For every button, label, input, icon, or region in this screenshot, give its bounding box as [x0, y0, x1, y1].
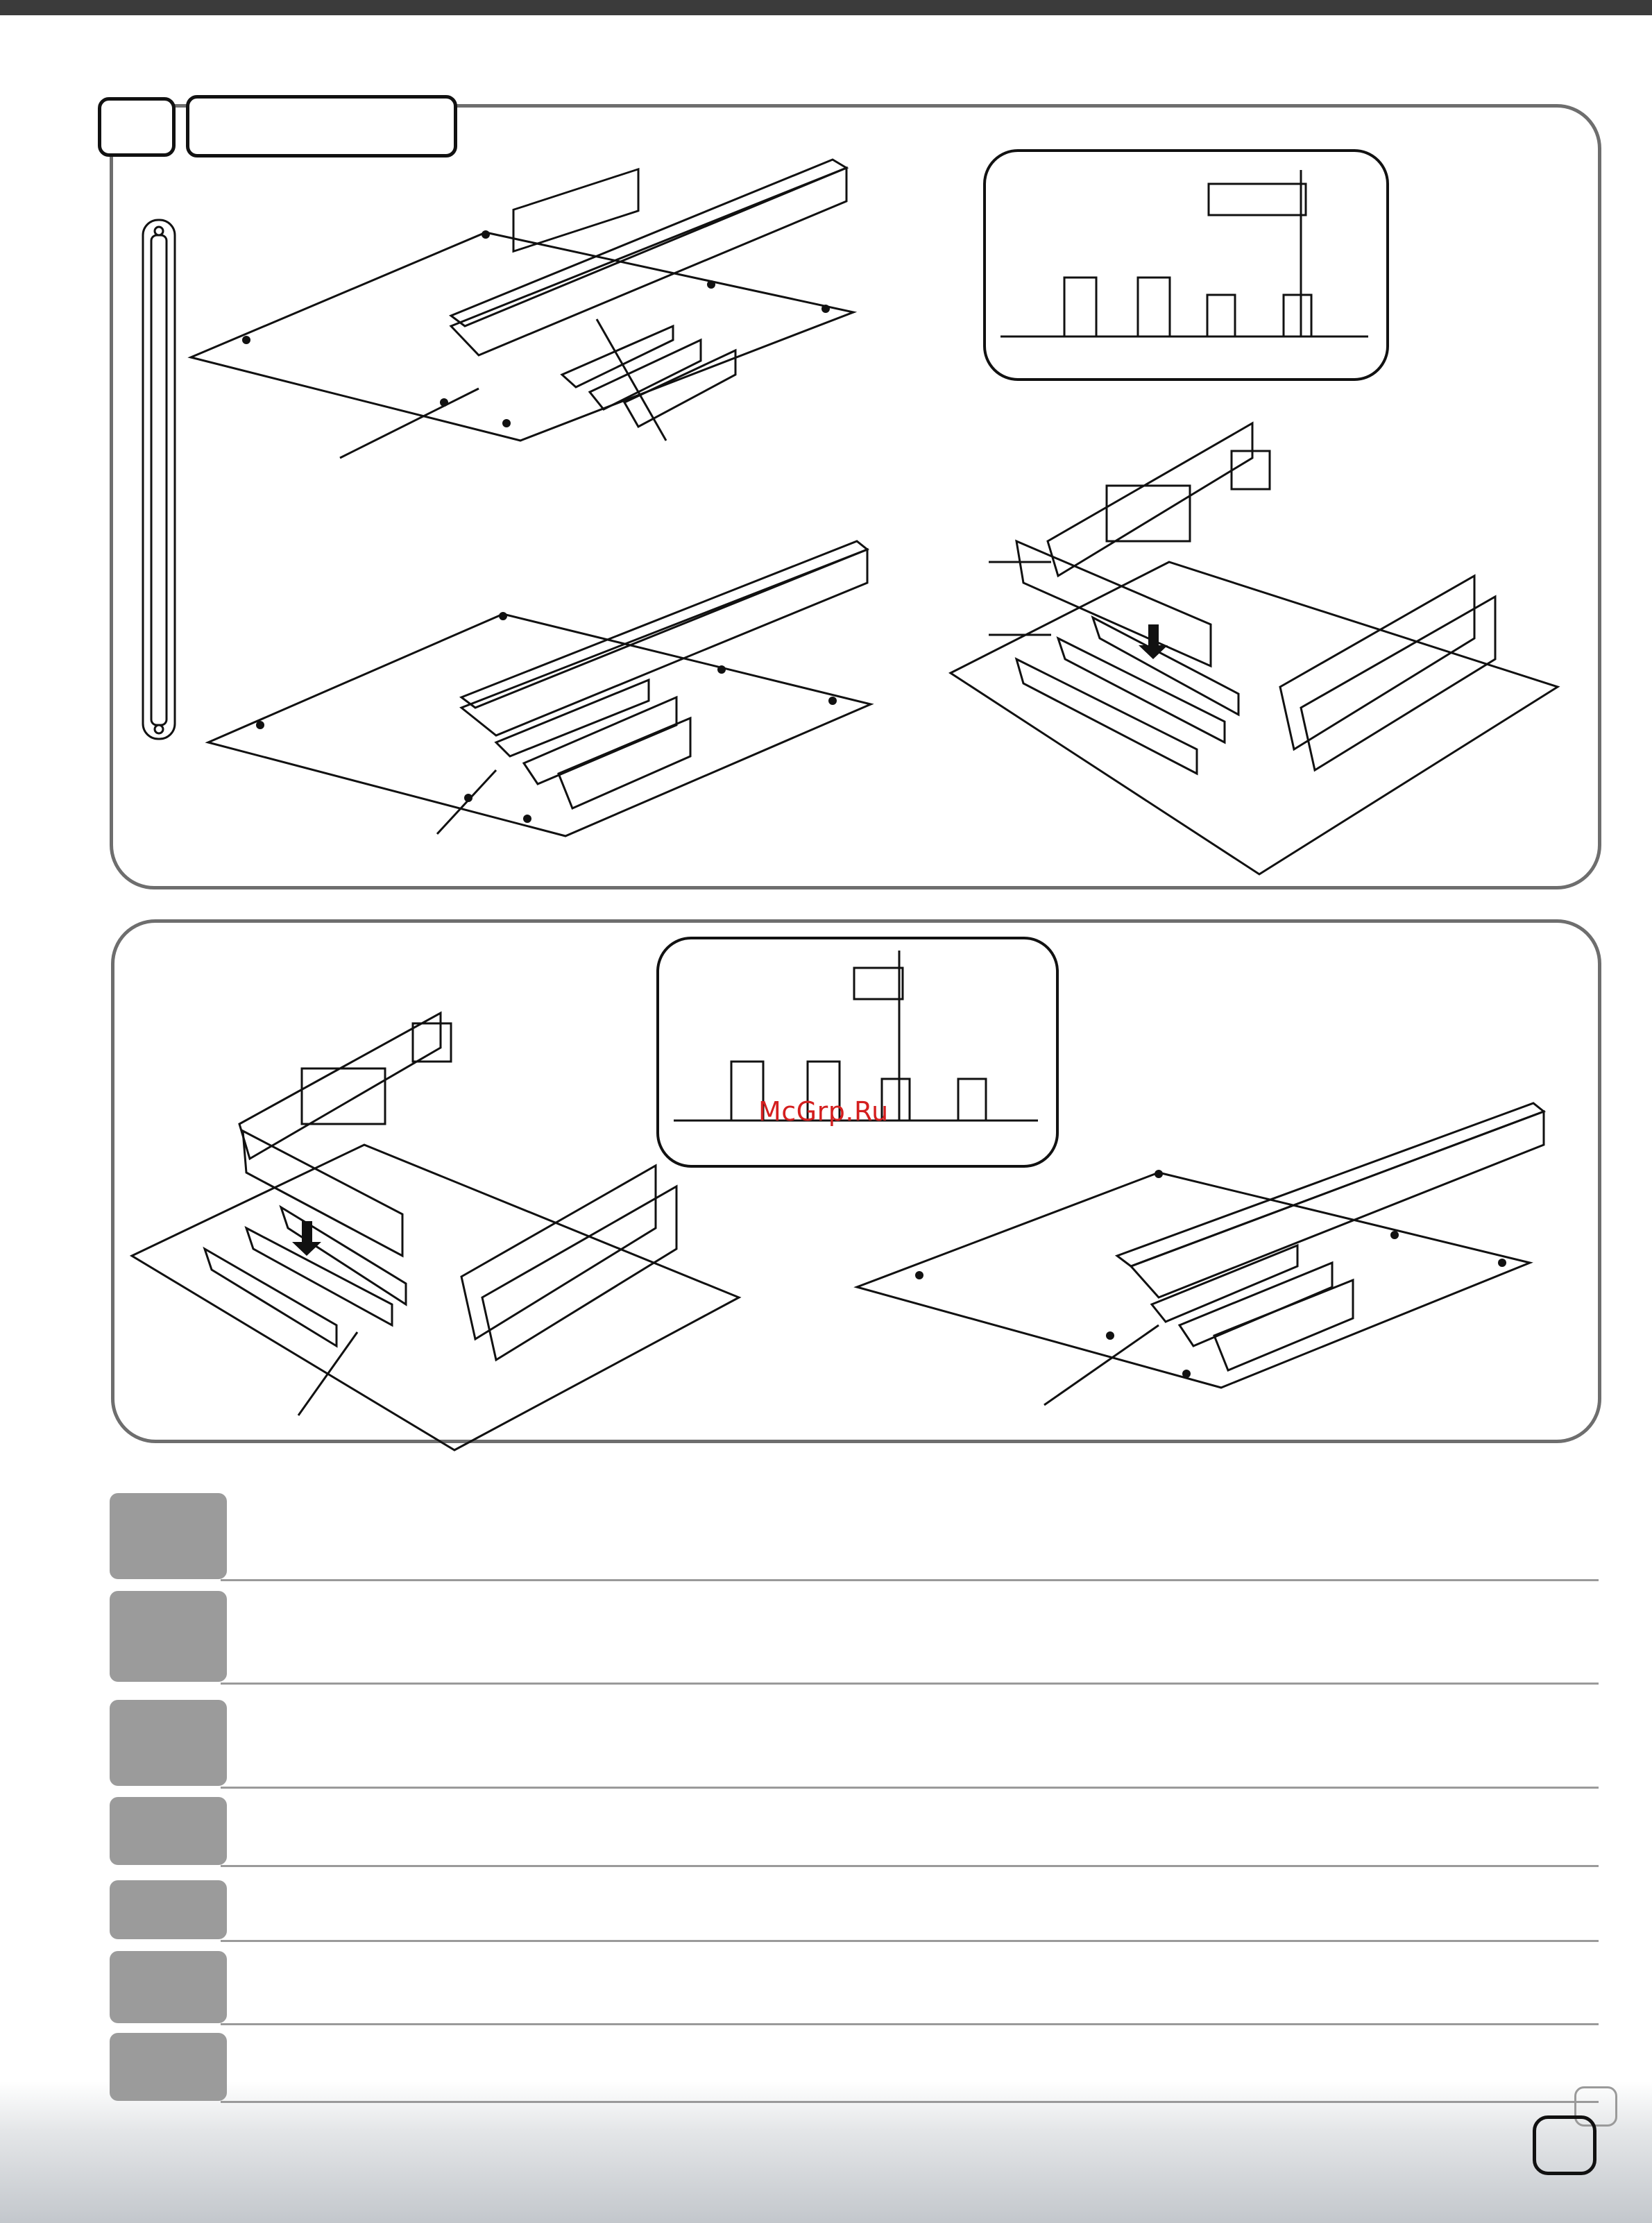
riser-card-on-board-right — [853, 1096, 1547, 1402]
riser-bar-side-view — [139, 219, 180, 742]
row-divider — [221, 2101, 1599, 2103]
riser-card-on-board-top — [187, 153, 881, 458]
row-label-tab — [110, 2033, 227, 2101]
row-divider — [221, 1940, 1599, 1942]
row-divider — [221, 2023, 1599, 2025]
riser-card-on-board-bottom — [205, 534, 885, 840]
page-number-box — [1533, 2115, 1596, 2175]
slot-detail-inset-top — [983, 149, 1389, 381]
instruction-row — [110, 1700, 1599, 1789]
instruction-row — [110, 1797, 1599, 1866]
instruction-row — [110, 1591, 1599, 1685]
row-divider — [221, 1579, 1599, 1581]
row-divider — [221, 1683, 1599, 1685]
row-label-tab — [110, 1591, 227, 1682]
row-divider — [221, 1787, 1599, 1789]
row-label-tab — [110, 1951, 227, 2023]
instruction-row — [110, 1493, 1599, 1582]
motherboard-with-card-top — [947, 416, 1572, 881]
instruction-row — [110, 2033, 1599, 2104]
row-label-tab — [110, 1797, 227, 1865]
step-number-box — [98, 97, 176, 157]
step-title-box — [186, 95, 457, 157]
row-label-tab — [110, 1880, 227, 1939]
top-bar — [0, 0, 1652, 15]
row-label-tab — [110, 1493, 227, 1579]
row-divider — [221, 1865, 1599, 1867]
instruction-row — [110, 1951, 1599, 2026]
watermark-text: McGrp.Ru — [758, 1096, 889, 1127]
row-label-tab — [110, 1700, 227, 1786]
instruction-row — [110, 1880, 1599, 1943]
slot-detail-drawing-top — [983, 149, 1389, 381]
